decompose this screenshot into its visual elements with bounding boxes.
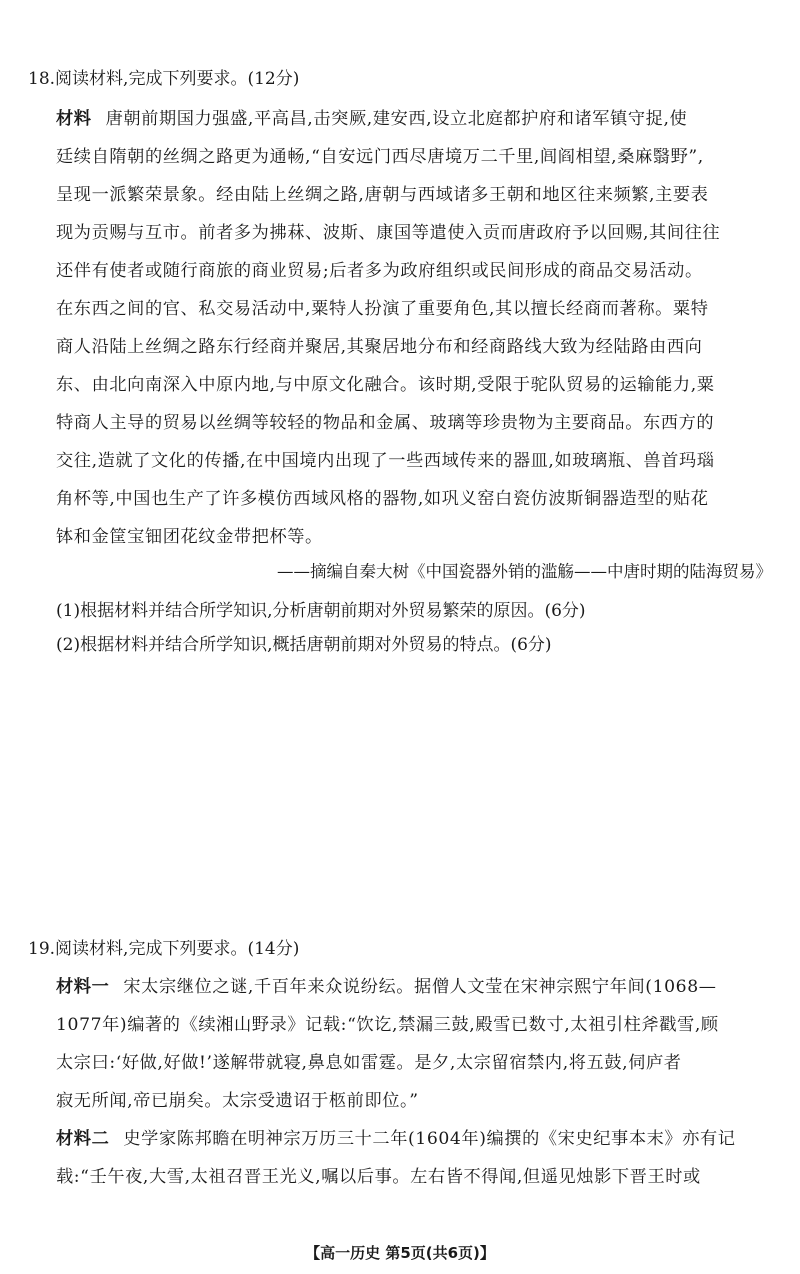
q18-line-9: 特商人主导的贸易以丝绸等较轻的物品和金属、玻璃等珍贵物为主要商品。东西方的: [56, 413, 715, 433]
q18-sub-question-1: (1)根据材料并结合所学知识,分析唐朝前期对外贸易繁荣的原因。(6分): [56, 601, 586, 621]
q19-m1-line-3: 太宗曰:‘好做,好做!’遂解带就寝,鼻息如雷霆。是夕,太宗留宿禁内,将五鼓,伺庐者: [56, 1053, 682, 1073]
q18-material-label: 材料: [56, 109, 92, 129]
q18-line-3: 呈现一派繁荣景象。经由陆上丝绸之路,唐朝与西域诸多王朝和地区往来频繁,主要表: [56, 185, 709, 205]
page-footer: 【高一历史 第5页(共6页)】: [305, 1244, 495, 1262]
q18-line-1-text: 唐朝前期国力强盛,平高昌,击突厥,建安西,设立北庭都护府和诸军镇守捉,使: [105, 109, 688, 129]
q18-line-4: 现为贡赐与互市。前者多为拂菻、波斯、康国等遣使入贡而唐政府予以回赐,其间往往: [56, 223, 721, 243]
q19-m2-line-1-text: 史学家陈邦瞻在明神宗万历三十二年(1604年)编撰的《宋史纪事本末》亦有记: [123, 1129, 736, 1149]
q18-line-6: 在东西之间的官、私交易活动中,粟特人扮演了重要角色,其以擅长经商而著称。粟特: [56, 299, 709, 319]
q18-source: ——摘编自秦大树《中国瓷器外销的滥觞——中唐时期的陆海贸易》: [277, 562, 772, 581]
q19-m1-line-4: 寂无所闻,帝已崩矣。太宗受遗诏于柩前即位。”: [56, 1091, 419, 1111]
q18-line-2: 廷续自隋朝的丝绸之路更为通畅,“自安远门西尽唐境万二千里,闾阎相望,桑麻翳野”,: [56, 147, 704, 167]
q18-line-10: 交往,造就了文化的传播,在中国境内出现了一些西域传来的器皿,如玻璃瓶、兽首玛瑙: [56, 451, 715, 471]
q18-line-11: 角杯等,中国也生产了许多模仿西域风格的器物,如巩义窑白瓷仿波斯铜器造型的贴花: [56, 489, 709, 509]
q18-line-8: 东、由北向南深入中原内地,与中原文化融合。该时期,受限于驼队贸易的运输能力,粟: [56, 375, 715, 395]
q18-title: 18.阅读材料,完成下列要求。(12分): [28, 69, 300, 89]
q18-line-1: [56, 104, 687, 129]
q18-line-7: 商人沿陆上丝绸之路东行经商并聚居,其聚居地分布和经商路线大致为经陆路由西向: [56, 337, 703, 357]
q19-m2-line-2: 载:“壬午夜,大雪,太祖召晋王光义,嘱以后事。左右皆不得闻,但遥见烛影下晋王时或: [56, 1167, 701, 1187]
q19-material-2-label: 材料二: [56, 1129, 110, 1149]
q19-m1-line-1: [56, 972, 717, 997]
q18-line-5: 还伴有使者或随行商旅的商业贸易;后者多为政府组织或民间形成的商品交易活动。: [56, 261, 703, 281]
q18-line-12: 钵和金筐宝钿团花纹金带把杯等。: [56, 527, 323, 547]
q19-m1-line-2: 1077年)编著的《续湘山野录》记载:“饮讫,禁漏三鼓,殿雪已数寸,太祖引柱斧戳雪,顾: [56, 1015, 719, 1035]
q18-sub-question-2: (2)根据材料并结合所学知识,概括唐朝前期对外贸易的特点。(6分): [56, 635, 552, 655]
q19-title: 19.阅读材料,完成下列要求。(14分): [28, 939, 300, 959]
q19-m2-line-1: [56, 1124, 736, 1149]
q19-m1-line-1-text: 宋太宗继位之谜,千百年来众说纷纭。据僧人文莹在宋神宗熙宁年间(1068—: [123, 977, 717, 997]
q19-material-1-label: 材料一: [56, 977, 110, 997]
